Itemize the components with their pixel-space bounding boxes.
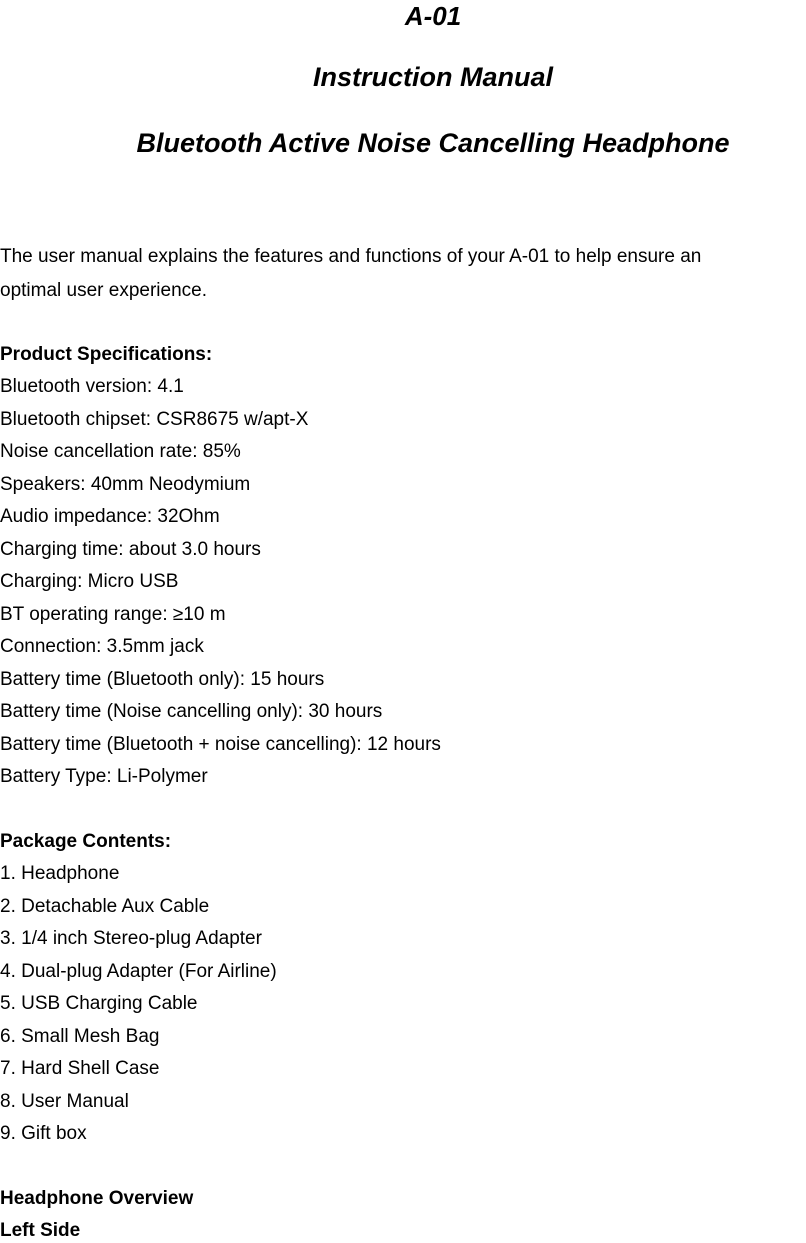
intro-line-1: The user manual explains the features and functions of your A-01 to help ensure an <box>0 246 702 267</box>
overview-heading: Headphone Overview <box>0 1188 194 1209</box>
spec-item: Audio impedance: 32Ohm <box>0 506 220 527</box>
package-item: 7. Hard Shell Case <box>0 1058 160 1079</box>
model-title: A-01 <box>404 1 462 31</box>
specifications-heading: Product Specifications: <box>0 344 213 365</box>
package-item: 3. 1/4 inch Stereo-plug Adapter <box>0 928 262 949</box>
spec-item: Connection: 3.5mm jack <box>0 636 204 657</box>
intro-line-2: optimal user experience. <box>0 280 207 301</box>
spec-item: Noise cancellation rate: 85% <box>0 441 241 462</box>
spec-item: Battery time (Bluetooth only): 15 hours <box>0 669 325 690</box>
spec-item: Battery Type: Li-Polymer <box>0 766 208 787</box>
product-title: Bluetooth Active Noise Cancelling Headphone <box>136 128 730 158</box>
spec-item: Speakers: 40mm Neodymium <box>0 474 251 495</box>
spec-item: Charging: Micro USB <box>0 571 179 592</box>
spec-item: Bluetooth version: 4.1 <box>0 376 184 397</box>
package-item: 1. Headphone <box>0 863 120 884</box>
package-item: 9. Gift box <box>0 1123 87 1144</box>
package-item: 6. Small Mesh Bag <box>0 1026 160 1047</box>
manual-title: Instruction Manual <box>312 62 553 92</box>
spec-item: Battery time (Noise cancelling only): 30 hours <box>0 701 383 722</box>
overview-subheading: Left Side <box>0 1220 81 1241</box>
spec-item: Battery time (Bluetooth + noise cancelling): 12 hours <box>0 734 441 755</box>
spec-item: Charging time: about 3.0 hours <box>0 539 261 560</box>
package-item: 5. USB Charging Cable <box>0 993 198 1014</box>
package-item: 2. Detachable Aux Cable <box>0 896 210 917</box>
spec-item: BT operating range: ≥10 m <box>0 604 226 625</box>
package-heading: Package Contents: <box>0 831 172 852</box>
spec-item: Bluetooth chipset: CSR8675 w/apt-X <box>0 409 309 430</box>
package-item: 8. User Manual <box>0 1091 129 1112</box>
package-item: 4. Dual-plug Adapter (For Airline) <box>0 961 277 982</box>
